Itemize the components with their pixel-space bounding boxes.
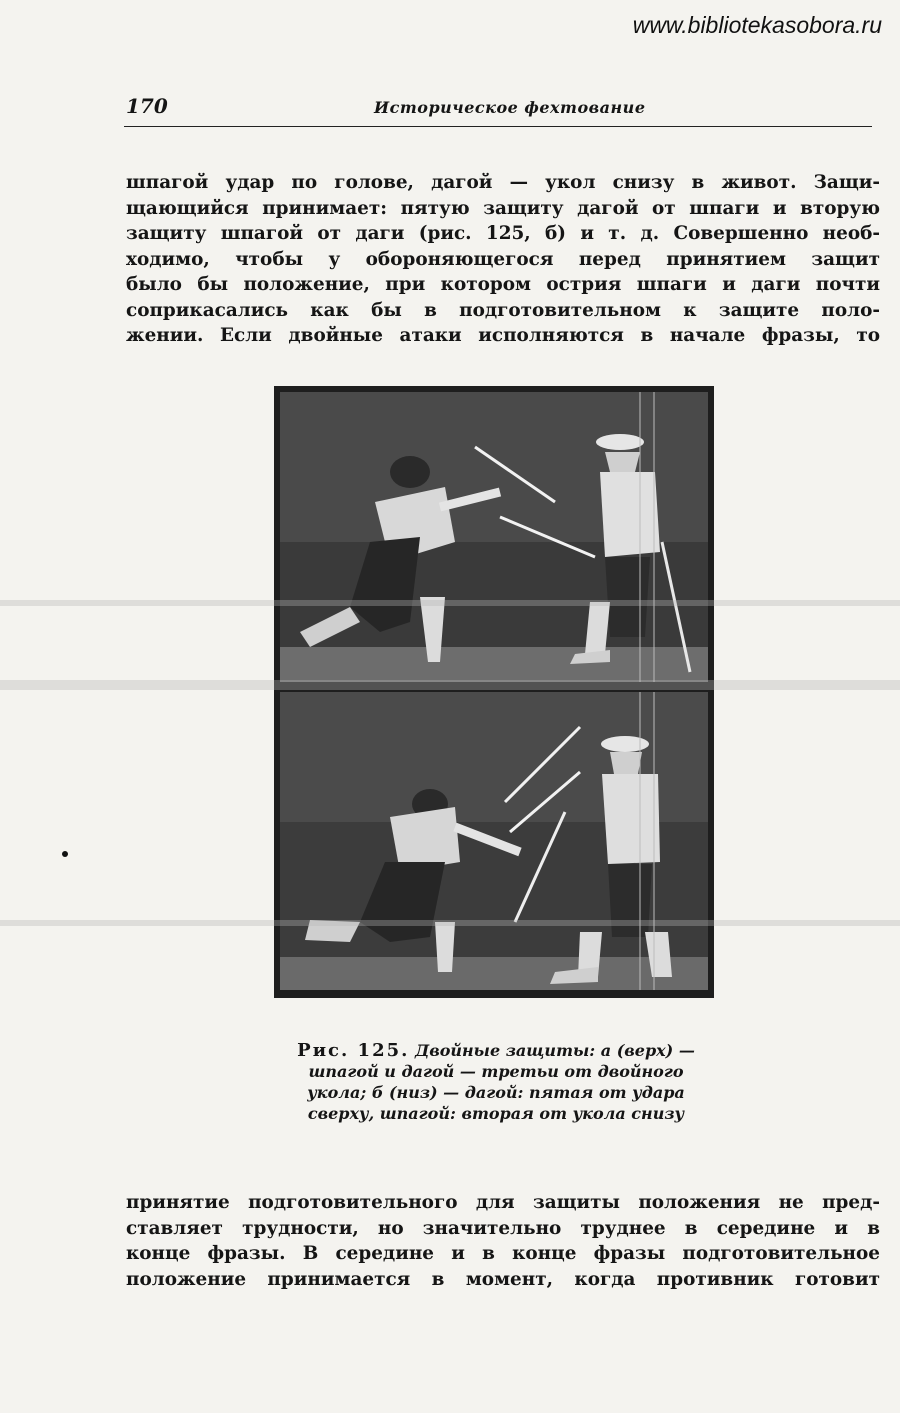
page-header (124, 92, 872, 127)
caption-label: Рис. 125. (297, 1040, 410, 1061)
ink-dot (62, 851, 68, 857)
text-line: щающийся принимает: пятую защиту дагой от шпаги и вторую (126, 197, 880, 219)
fencers-photo-top (280, 392, 708, 682)
photo-panel-b (280, 692, 708, 990)
scan-artifact (0, 600, 900, 606)
watermark: www.bibliotekasobora.ru (632, 12, 882, 38)
page-number: 170 (126, 94, 168, 118)
caption-text: Двойные защиты: а (верх) — (414, 1041, 695, 1060)
text-line: ходимо, чтобы у обороняющегося перед принятием защит (126, 248, 880, 270)
caption-line: сверху, шпагой: вторая от укола снизу (307, 1104, 685, 1123)
text-line: защиту шпагой от даги (рис. 125, б) и т. д. Совершенно необ- (126, 223, 880, 244)
text-line: жении. Если двойные атаки исполняются в начале фразы, то (126, 325, 880, 346)
running-title: Историческое фехтование (374, 98, 646, 117)
figure-photo (274, 386, 714, 998)
caption-line: шпагой и дагой — третьи от двойного (308, 1062, 684, 1081)
text-line: шпагой удар по голове, дагой — укол снизу в живот. Защи- (126, 172, 880, 193)
scan-artifact (0, 680, 900, 690)
text-line: было бы положение, при котором острия шпаги и даги почти (126, 274, 880, 295)
figure-caption (266, 1040, 726, 1124)
text-line: принятие подготовительного для защиты положения не пред- (126, 1192, 880, 1213)
caption-line: укола; б (низ) — дагой: пятая от удара (307, 1083, 685, 1102)
text-line: ставляет трудности, но значительно труднее в середине и в (126, 1217, 880, 1239)
paragraph-bottom (126, 1190, 880, 1292)
caption-line (266, 1040, 726, 1061)
text-line: положение принимается в момент, когда противник готовит (126, 1268, 880, 1290)
paragraph-top (126, 170, 880, 349)
photo-panel-a (280, 392, 708, 682)
scan-artifact (0, 920, 900, 926)
text-line: соприкасались как бы в подготовительном к защите поло- (126, 299, 880, 321)
fencers-photo-bottom (280, 692, 708, 990)
text-line: конце фразы. В середине и в конце фразы подготовительное (126, 1243, 880, 1264)
